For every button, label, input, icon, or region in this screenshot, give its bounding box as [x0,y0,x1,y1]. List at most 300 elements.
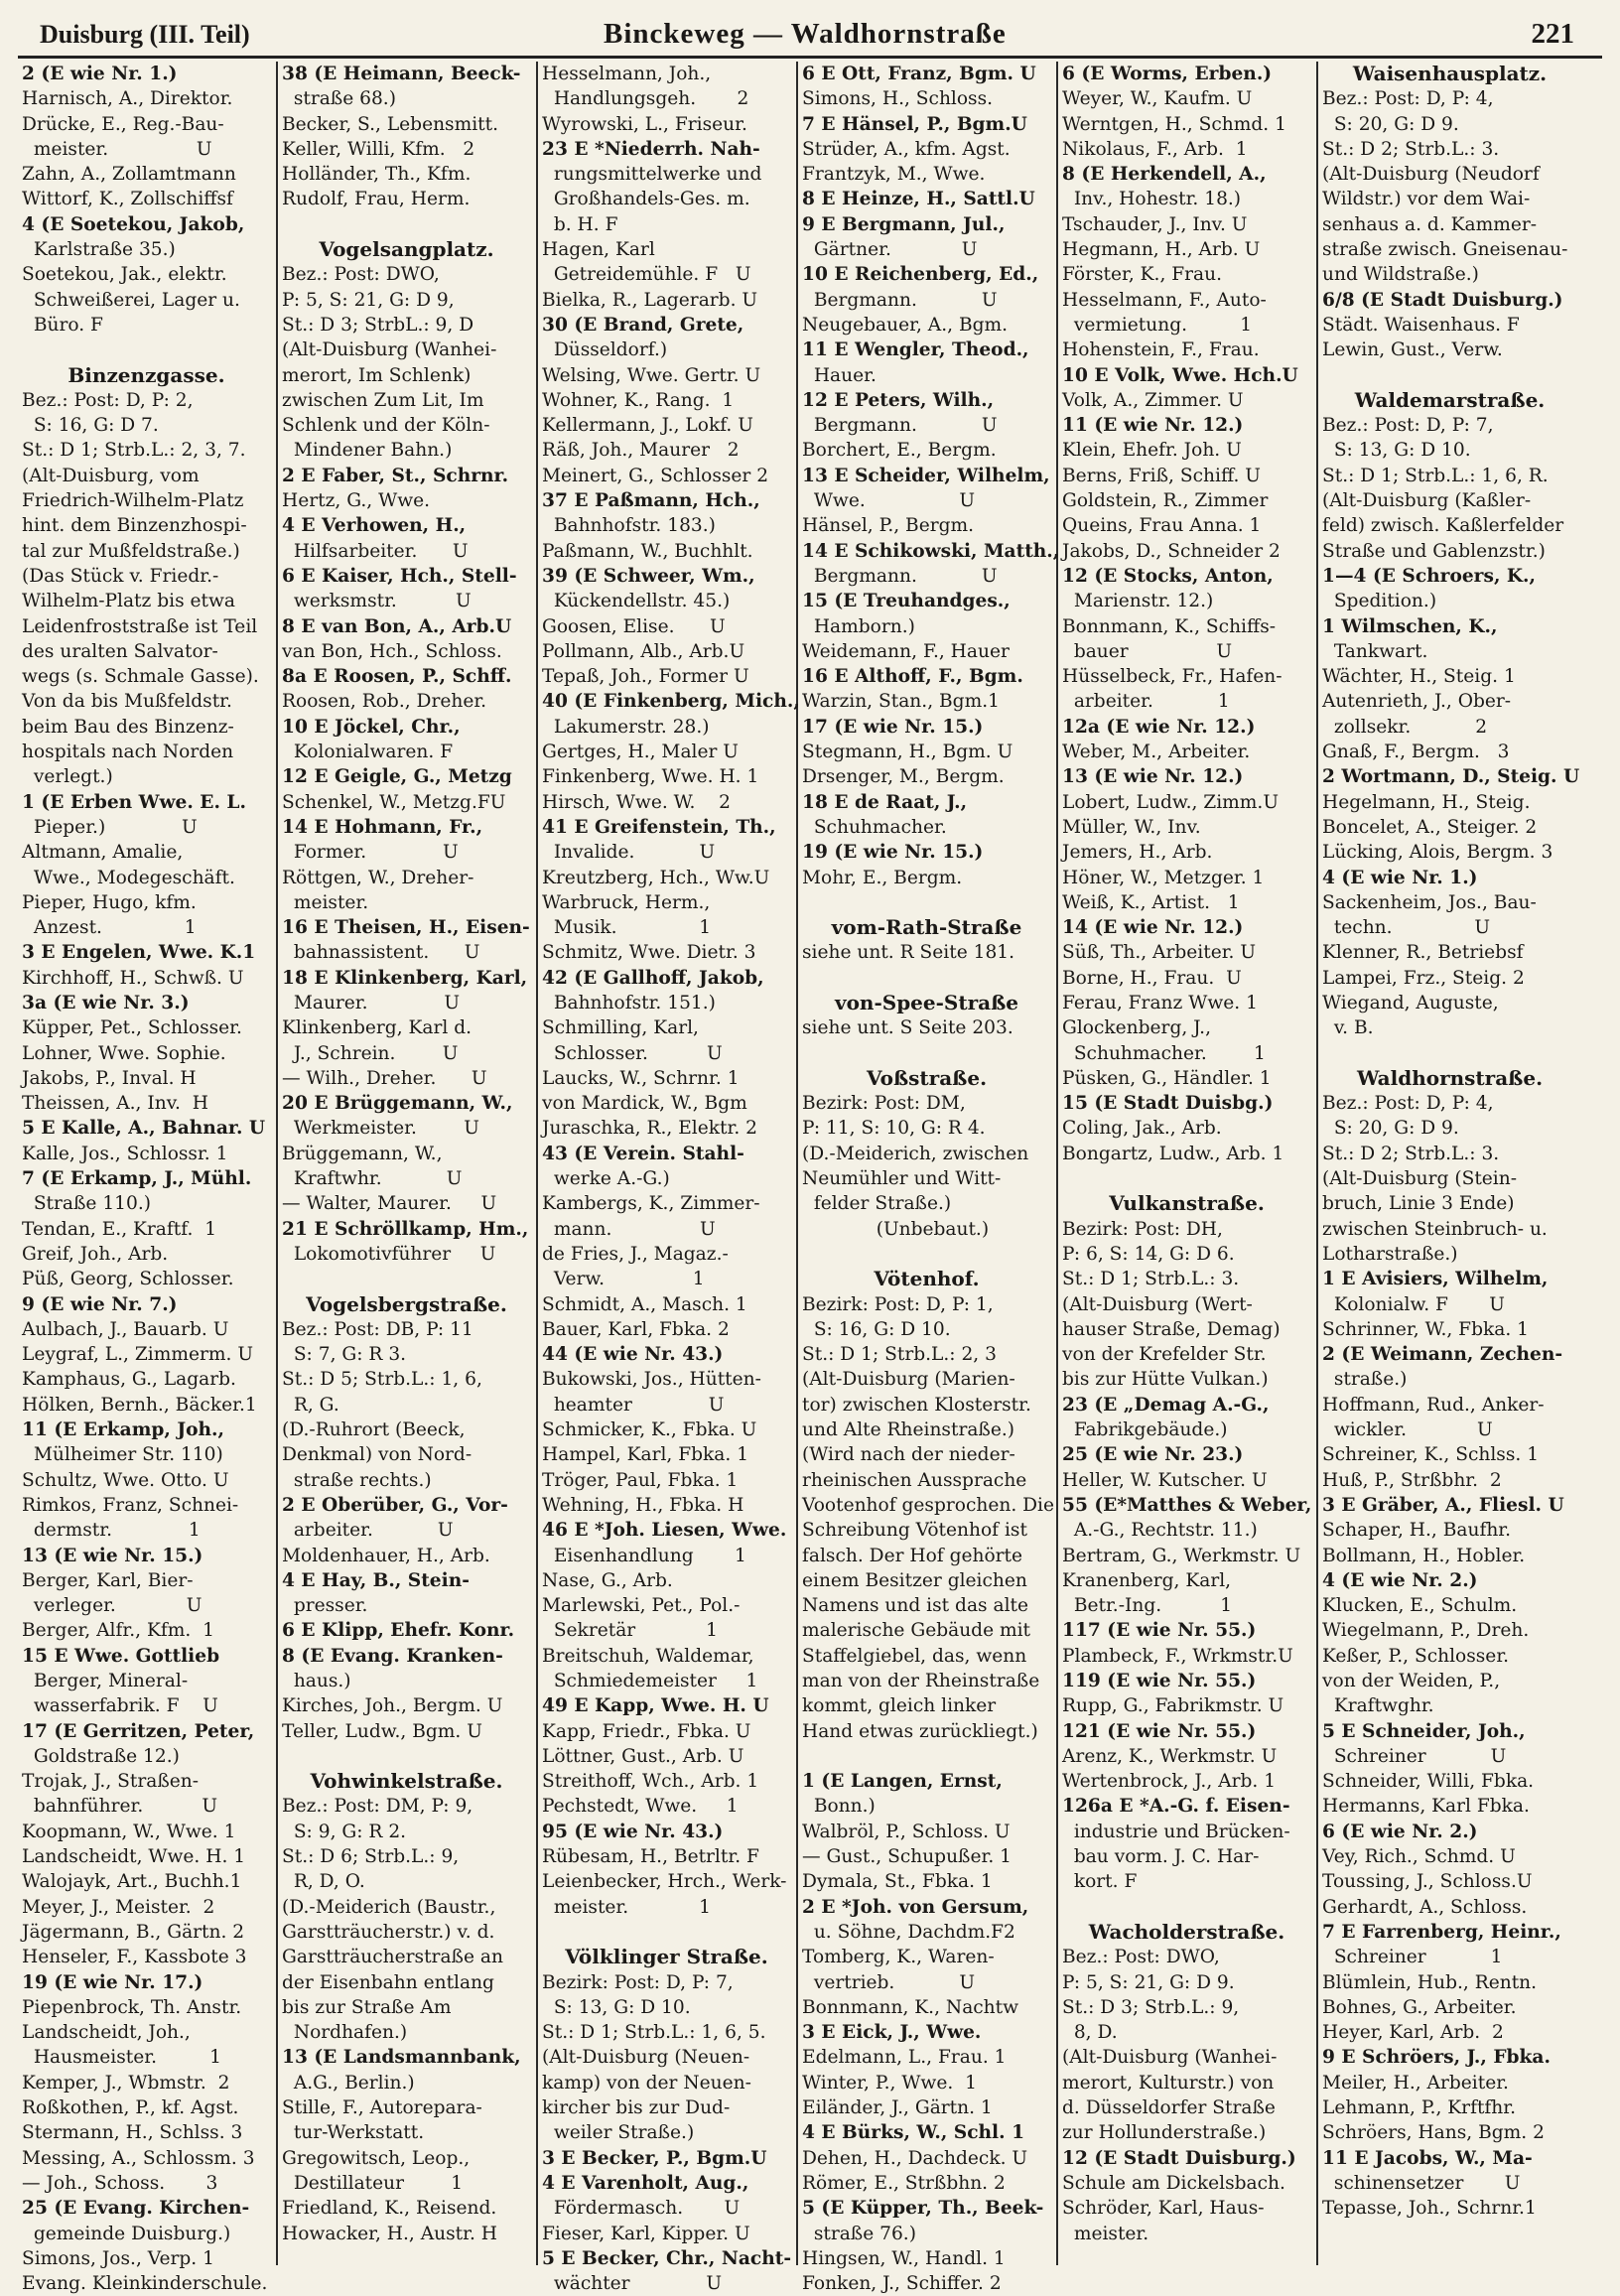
directory-entry: Bahnhofstr. 183.) [542,515,716,537]
directory-entry: Warbruck, Herm., [542,891,711,913]
street-heading: Wacholderstraße. [1088,1919,1285,1944]
directory-entry: meister. 1 [542,1896,711,1918]
directory-entry: S: 16, G: D 10. [802,1318,951,1340]
directory-entry: Straße 110.) [22,1193,151,1215]
directory-entry: der Eisenbahn entlang [282,1971,494,1993]
directory-entry: 121 (E wie Nr. 55.) [1062,1720,1257,1742]
directory-entry: Kraftwghr. [1322,1695,1434,1717]
directory-entry: Jägermann, B., Gärtn. 2 [22,1921,245,1943]
directory-entry: straße.) [1322,1369,1408,1391]
directory-entry: Nase, G., Arb. [542,1569,673,1591]
directory-entry: Küpper, Pet., Schlosser. [22,1017,242,1039]
directory-entry: 21 E Schröllkamp, Hm., [282,1218,529,1240]
spacer [1322,363,1577,388]
directory-entry: Kranenberg, Karl, [1062,1569,1232,1591]
directory-entry: Bez.: Post: D, P: 4, [1322,88,1494,110]
directory-entry: Glockenberg, J., [1062,1017,1212,1039]
directory-entry: St.: D 6; Strb.L.: 9, [282,1846,460,1868]
header-street-range: Binckeweg — Waldhornstraße [604,18,1007,50]
directory-entry: Winter, P., Wwe. 1 [802,2072,977,2093]
spacer [802,1041,1051,1066]
street-heading: von-Spee-Straße [834,990,1019,1014]
directory-entry: Püsken, G., Händler. 1 [1062,1067,1272,1089]
directory-entry: Berns, Friß, Schiff. U [1062,465,1261,486]
directory-entry: 40 (E Finkenberg, Mich., [542,691,800,713]
directory-entry: St.: D 3; StrbL.: 9, D [282,314,474,336]
directory-entry: Hertz, G., Wwe. [282,490,431,512]
directory-entry: Schule am Dickelsbach. [1062,2172,1285,2194]
directory-entry: Wyrowski, L., Friseur. [542,113,747,135]
directory-entry: Teller, Ludw., Bgm. U [282,1720,482,1742]
directory-entry: Lücking, Alois, Bergm. 3 [1322,842,1553,864]
street-heading: vom-Rath-Straße [831,915,1022,940]
directory-entry: Fördermasch. U [542,2198,741,2220]
spacer [1062,1166,1311,1191]
directory-entry: Müller, W., Inv. [1062,816,1201,838]
street-heading: Waldemarstraße. [1354,387,1546,412]
directory-entry: Bez.: Post: DWO, [282,264,440,286]
directory-entry: 43 (E Verein. Stahl- [542,1143,744,1164]
directory-entry: merort, Kulturstr.) von [1062,2072,1275,2093]
directory-entry: Becker, S., Lebensmitt. [282,113,499,135]
directory-entry: 10 E Jöckel, Chr., [282,716,461,738]
directory-entry: Handlungsgeh. 2 [542,88,749,110]
directory-entry: Getreidemühle. F U [542,264,751,286]
directory-entry: Schreibung Vötenhof ist [802,1520,1027,1542]
directory-entry: Plambeck, F., Wrkmstr.U [1062,1645,1293,1667]
directory-entry: 2 E *Joh. von Gersum, [802,1896,1029,1918]
directory-entry: Wertenbrock, J., Arb. 1 [1062,1771,1277,1793]
directory-entry: arbeiter. U [282,1520,454,1542]
directory-entry: Wiegelmann, P., Dreh. [1322,1620,1530,1642]
directory-entry: Löttner, Gust., Arb. U [542,1745,744,1767]
directory-entry: Straße und Gablenzstr.) [1322,540,1546,562]
directory-entry: 4 (E wie Nr. 1.) [1322,867,1478,888]
directory-entry: Kalle, Jos., Schlossr. 1 [22,1143,228,1164]
directory-entry: Pollmann, Alb., Arb.U [542,640,745,662]
directory-entry: 42 (E Gallhoff, Jakob, [542,967,764,989]
directory-entry: Kambergs, K., Zimmer- [542,1193,760,1215]
directory-entry: Streithoff, Wch., Arb. 1 [542,1771,759,1793]
directory-entry: Büro. F [22,314,103,336]
directory-entry: Schweißerei, Lager u. [22,289,240,311]
directory-entry: heamter U [542,1394,725,1416]
directory-entry: 11 E Wengler, Theod., [802,339,1029,361]
directory-entry: 14 (E wie Nr. 12.) [1062,917,1244,939]
directory-entry: 95 (E wie Nr. 43.) [542,1821,724,1842]
directory-entry: Kirches, Joh., Bergm. U [282,1695,503,1717]
directory-entry: und Wildstraße.) [1322,264,1479,286]
directory-entry: wächter U [542,2273,723,2295]
directory-entry: Meinert, G., Schlosser 2 [542,465,769,486]
directory-entry: Lobert, Ludw., Zimm.U [1062,791,1280,813]
directory-entry: Landscheidt, Joh., [22,2022,191,2044]
directory-entry: siehe unt. S Seite 203. [802,1017,1013,1039]
directory-entry: St.: D 2; Strb.L.: 3. [1322,1143,1500,1164]
directory-entry: St.: D 1; Strb.L.: 3. [1062,1269,1240,1290]
directory-entry: 1 (E Langen, Ernst, [802,1771,1003,1793]
directory-entry: (Alt-Duisburg (Neuen- [542,2047,750,2069]
directory-entry: Klein, Ehefr. Joh. U [1062,440,1242,462]
directory-entry: Invalide. U [542,842,716,864]
directory-entry: Finkenberg, Wwe. H. 1 [542,766,759,788]
directory-entry: 7 (E Erkamp, J., Mühl. [22,1168,252,1190]
directory-entry: Fabrikgebäude.) [1062,1419,1228,1441]
directory-entry: Römer, E., Strßbhn. 2 [802,2172,1006,2194]
street-heading: Binzenzgasse. [68,362,225,387]
directory-entry: 16 E Theisen, H., Eisen- [282,917,530,939]
directory-entry: 8 (E Evang. Kranken- [282,1645,503,1667]
directory-entry: Bongartz, Ludw., Arb. 1 [1062,1143,1284,1164]
directory-entry: zwischen Zum Lit, Im [282,389,484,411]
directory-entry: 6 (E wie Nr. 2.) [1322,1821,1478,1842]
directory-column-3 [538,62,800,2295]
directory-entry: Bukowski, Jos., Hütten- [542,1369,761,1391]
directory-entry: Schmitz, Wwe. Dietr. 3 [542,942,756,964]
directory-entry: Musik. 1 [542,917,712,939]
directory-entry: R, D, O. [282,1871,365,1893]
directory-entry: 10 E Volk, Wwe. Hch.U [1062,364,1298,386]
street-heading: Waldhornstraße. [1356,1065,1544,1090]
directory-entry: kircher bis zur Dud- [542,2097,731,2119]
directory-entry: Mülheimer Str. 110) [22,1444,223,1466]
directory-entry: 9 (E wie Nr. 7.) [22,1293,178,1315]
directory-entry: Schuhmacher. [802,816,947,838]
directory-entry: Jemers, H., Arb. [1062,842,1213,864]
directory-entry: S: 13, G: D 10. [542,1996,691,2018]
directory-entry: 126a E *A.-G. f. Eisen- [1062,1796,1290,1818]
directory-entry: Kolonialwaren. F [282,742,454,763]
directory-entry: Bezirk: Post: DH, [1062,1218,1223,1240]
directory-entry: Hüsselbeck, Fr., Hafen- [1062,666,1282,688]
directory-entry: 6 E Klipp, Ehefr. Konr. [282,1620,515,1642]
directory-entry: Brüggemann, W., [282,1143,443,1164]
directory-entry: Sackenheim, Jos., Bau- [1322,891,1537,913]
directory-entry: Aulbach, J., Bauarb. U [22,1318,229,1340]
directory-entry: Betr.-Ing. 1 [1062,1595,1233,1617]
directory-entry: Holländer, Th., Kfm. [282,164,472,186]
directory-entry: zur Hollunderstraße.) [1062,2122,1267,2144]
directory-entry: Wehning, H., Fbka. H [542,1494,744,1516]
directory-entry: (Alt-Duisburg (Stein- [1322,1168,1518,1190]
directory-entry: Großhandels-Ges. m. [542,189,750,210]
directory-entry: Wildstr.) vor dem Wai- [1322,189,1531,210]
directory-entry: Hermanns, Karl Fbka. [1322,1796,1530,1818]
directory-entry: Friedrich-Wilhelm-Platz [22,490,244,512]
directory-entry: von der Krefelder Str. [1062,1344,1267,1366]
spacer [802,1744,1051,1769]
directory-entry: Kückendellstr. 45.) [542,591,731,612]
directory-entry: Hölken, Bernh., Bäcker.1 [22,1394,257,1416]
directory-entry: 11 (E Erkamp, Joh., [22,1419,224,1441]
directory-entry: bruch, Linie 3 Ende) [1322,1193,1515,1215]
directory-entry: Kraftwhr. U [282,1168,463,1190]
directory-entry: 13 (E wie Nr. 15.) [22,1545,203,1566]
directory-entry: Hausmeister. 1 [22,2047,222,2069]
directory-entry: Rübesam, H., Betrltr. F [542,1846,759,1868]
directory-entry: 12 E Geigle, G., Metzg [282,766,512,788]
directory-entry: Stegmann, H., Bgm. U [802,742,1013,763]
directory-column-6 [1318,62,1582,2265]
directory-entry: Borchert, E., Bergm. [802,440,997,462]
directory-entry: Bonnmann, K., Schiffs- [1062,615,1277,637]
directory-entry: Süß, Th., Arbeiter. U [1062,942,1257,964]
directory-entry: Kellermann, J., Lokf. U [542,415,753,437]
directory-entry: S: 7, G: R 3. [282,1344,407,1366]
directory-entry: (Alt-Duisburg (Wert- [1062,1293,1253,1315]
directory-entry: man von der Rheinstraße [802,1671,1040,1691]
directory-entry: Goosen, Elise. U [542,615,726,637]
directory-entry: Vootenhof gesprochen. Die [802,1494,1055,1516]
directory-entry: Nikolaus, F., Arb. 1 [1062,138,1248,160]
directory-entry: Hegmann, H., Arb. U [1062,239,1261,261]
directory-entry: 4 E Hay, B., Stein- [282,1569,470,1591]
directory-entry: dermstr. 1 [22,1520,201,1542]
directory-entry: S: 16, G: D 7. [22,415,159,437]
directory-entry: 41 E Greifenstein, Th., [542,816,776,838]
directory-entry: Hirsch, Wwe. W. 2 [542,791,731,813]
directory-entry: Edelmann, L., Frau. 1 [802,2047,1007,2069]
directory-entry: St.: D 3; Strb.L.: 9, [1062,1996,1240,2018]
directory-entry: straße 68.) [282,88,396,110]
directory-entry: rungsmittelwerke und [542,164,762,186]
directory-entry: (D.-Ruhrort (Beeck, [282,1419,466,1441]
directory-entry: 3a (E wie Nr. 3.) [22,992,190,1013]
directory-entry: 5 (E Küpper, Th., Beek- [802,2198,1044,2220]
directory-entry: meister. U [22,138,212,160]
directory-entry: 17 (E Gerritzen, Peter, [22,1720,255,1742]
directory-entry: Hesselmann, F., Auto- [1062,289,1267,311]
directory-entry: bahnführer. U [22,1796,218,1818]
directory-entry: Drücke, E., Reg.-Bau- [22,113,224,135]
directory-entry: (D.-Meiderich, zwischen [802,1143,1029,1164]
directory-entry: 12a (E wie Nr. 12.) [1062,716,1256,738]
directory-entry: 3 E Eick, J., Wwe. [802,2022,982,2044]
directory-entry: senhaus a. d. Kammer- [1322,213,1538,235]
directory-entry: malerische Gebäude mit [802,1620,1031,1642]
directory-entry: 1 (E Erben Wwe. E. L. [22,791,246,813]
directory-entry: Kolonialw. F U [1322,1293,1505,1315]
directory-entry: Rudolf, Frau, Herm. [282,189,471,210]
spacer [802,1242,1051,1267]
directory-entry: 11 (E wie Nr. 12.) [1062,415,1244,437]
directory-entry: 5 E Schneider, Joh., [1322,1720,1526,1742]
directory-entry: Klucken, E., Schulm. [1322,1595,1518,1617]
directory-entry: Höner, W., Metzger. 1 [1062,867,1265,888]
spacer [802,966,1051,991]
directory-column-1 [18,62,278,2295]
directory-entry: Hänsel, P., Bergm. [802,515,975,537]
spacer [282,1267,531,1291]
directory-entry: Bielka, R., Lagerarb. U [542,289,758,311]
directory-entry: zwischen Steinbruch- u. [1322,1218,1548,1240]
directory-entry: Werntgen, H., Schmd. 1 [1062,113,1286,135]
directory-entry: Queins, Frau Anna. 1 [1062,515,1262,537]
directory-entry: 18 E de Raat, J., [802,791,968,813]
directory-entry: Schneider, Willi, Fbka. [1322,1771,1535,1793]
spacer [1062,1895,1311,1920]
directory-entry: Pechstedt, Wwe. 1 [542,1796,739,1818]
directory-entry: Weiß, K., Artist. 1 [1062,891,1240,913]
directory-entry: Autenrieth, J., Ober- [1322,691,1512,713]
directory-entry: meister. [282,891,369,913]
directory-entry: Zahn, A., Zollamtmann [22,164,236,186]
directory-entry: siehe unt. R Seite 181. [802,942,1015,964]
directory-entry: weiler Straße.) [542,2122,695,2144]
directory-entry: bis zur Straße Am [282,1996,452,2018]
directory-entry: Bergmann. U [802,289,998,311]
directory-entry: 8 E van Bon, A., Arb.U [282,615,512,637]
directory-entry: Blümlein, Hub., Rentn. [1322,1971,1538,1993]
directory-entry: Marlewski, Pet., Pol.- [542,1595,741,1617]
directory-entry: Schultz, Wwe. Otto. U [22,1469,229,1491]
directory-entry: Strüder, A., kfm. Agst. [802,138,1011,160]
directory-entry: bau vorm. J. C. Har- [1062,1846,1260,1868]
page-number: 221 [1531,18,1574,50]
directory-entry: Bonnmann, K., Nachtw [802,1996,1019,2018]
directory-entry: Tschauder, J., Inv. U [1062,213,1248,235]
spacer [282,212,531,237]
directory-entry: 12 (E Stadt Duisburg.) [1062,2147,1296,2169]
directory-entry: Inv., Hohestr. 18.) [1062,189,1242,210]
directory-column-5 [1058,62,1318,2265]
directory-entry: 2 (E Weimann, Zechen- [1322,1344,1563,1366]
directory-entry: Nordhafen.) [282,2022,408,2044]
directory-entry: Werkmeister. U [282,1118,479,1140]
directory-entry: Bauer, Karl, Fbka. 2 [542,1318,730,1340]
directory-column-4 [798,62,1060,2295]
directory-entry: Wiegand, Auguste, [1322,992,1499,1013]
directory-entry: Städt. Waisenhaus. F [1322,314,1520,336]
directory-entry: Neumühler und Witt- [802,1168,1002,1190]
directory-entry: P: 11, S: 10, G: R 4. [802,1118,986,1140]
directory-entry: Bez.: Post: D, P: 4, [1322,1093,1494,1115]
directory-entry: 14 E Hohmann, Fr., [282,816,483,838]
directory-entry: 7 E Farrenberg, Heinr., [1322,1921,1561,1943]
directory-entry: Gertges, H., Maler U [542,742,739,763]
directory-entry: St.: D 5; Strb.L.: 1, 6, [282,1369,482,1391]
directory-entry: Kapp, Friedr., Fbka. U [542,1720,751,1742]
directory-entry: Toussing, J., Schloss.U [1322,1871,1533,1893]
directory-entry: Bez.: Post: DB, P: 11 [282,1318,473,1340]
directory-entry: 14 E Schikowski, Matth., [802,540,1060,562]
directory-entry: Bez.: Post: DWO, [1062,1947,1220,1968]
directory-entry: Altmann, Amalie, [22,842,184,864]
directory-entry: Berger, Alfr., Kfm. 1 [22,1620,214,1642]
directory-entry: Namens und ist das alte [802,1595,1029,1617]
directory-entry: Jakobs, P., Inval. H [22,1067,197,1089]
directory-entry: (Alt-Duisburg (Wanhei- [282,339,497,361]
directory-entry: Anzest. 1 [22,917,197,939]
directory-entry: 6 E Kaiser, Hch., Stell- [282,565,517,587]
directory-entry: Roosen, Rob., Dreher. [282,691,487,713]
directory-entry: 12 E Peters, Wilh., [802,389,995,411]
directory-entry: arbeiter. 1 [1062,691,1230,713]
directory-entry: Welsing, Wwe. Gertr. U [542,364,761,386]
directory-entry: Piepenbrock, Th. Anstr. [22,1996,242,2018]
directory-entry: hint. dem Binzenzhospi- [22,515,247,537]
directory-entry: Volk, A., Zimmer. U [1062,389,1244,411]
directory-entry: Bonn.) [802,1796,876,1818]
directory-entry: Schaper, H., Baufhr. [1322,1520,1512,1542]
street-heading: Völklinger Straße. [565,1945,768,1969]
directory-entry: industrie und Brücken- [1062,1821,1290,1842]
directory-entry: falsch. Der Hof gehörte [802,1545,1023,1566]
street-heading: Waisenhausplatz. [1352,62,1548,85]
directory-entry: Hoffmann, Rud., Anker- [1322,1394,1545,1416]
directory-entry: Dymala, St., Fbka. 1 [802,1871,993,1893]
directory-entry: 6/8 (E Stadt Duisburg.) [1322,289,1563,311]
directory-entry: hospitals nach Norden [22,742,234,763]
directory-entry: Bohnes, G., Arbeiter. [1322,1996,1517,2018]
directory-entry: Kirchhoff, H., Schwß. U [22,967,244,989]
directory-entry: A.-G., Rechtstr. 11.) [1062,1520,1258,1542]
directory-entry: 7 E Hänsel, P., Bgm.U [802,113,1027,135]
directory-entry: Schreiner U [1322,1745,1507,1767]
directory-entry: mann. U [542,1218,716,1240]
directory-entry: St.: D 1; Strb.L.: 1, 6, 5. [542,2022,766,2044]
directory-entry: b. H. F [542,213,618,235]
directory-entry: 2 (E wie Nr. 1.) [22,64,178,84]
directory-entry: 9 E Bergmann, Jul., [802,213,1006,235]
directory-entry: v. B. [1322,1017,1374,1039]
directory-entry: d. Düsseldorfer Straße [1062,2097,1276,2119]
directory-entry: Paßmann, W., Buchhlt. [542,540,753,562]
directory-entry: Dehen, H., Dachdeck. U [802,2147,1028,2169]
directory-entry: Simons, Jos., Verp. 1 [22,2247,214,2269]
directory-entry: 13 E Scheider, Wilhelm, [802,465,1050,486]
directory-entry: Schmilling, Karl, [542,1017,699,1039]
directory-entry: (Alt-Duisburg (Marien- [802,1369,1015,1391]
directory-entry: wasserfabrik. F U [22,1695,218,1717]
directory-entry: Vey, Rich., Schmd. U [1322,1846,1516,1868]
directory-entry: St.: D 1; Strb.L.: 2, 3 [802,1344,997,1366]
directory-entry: Weidemann, F., Hauer [802,640,1010,662]
directory-entry: 9 E Schröers, J., Fbka. [1322,2047,1551,2069]
directory-entry: A.G., Berlin.) [282,2072,415,2093]
directory-entry: Heller, W. Kutscher. U [1062,1469,1268,1491]
directory-entry: Schmiedemeister 1 [542,1671,758,1691]
directory-entry: Frantzyk, M., Wwe. [802,164,986,186]
directory-entry: Koopmann, W., Wwe. 1 [22,1821,236,1842]
directory-entry: vertrieb. U [802,1971,976,1993]
directory-entry: Schlosser. U [542,1042,723,1064]
directory-entry: Verw. 1 [542,1269,705,1290]
directory-entry: (Wird nach der nieder- [802,1444,1015,1466]
directory-entry: kommt, gleich linker [802,1695,997,1717]
directory-entry: Gnaß, F., Bergm. 3 [1322,742,1510,763]
directory-entry: Keßer, P., Schlosser. [1322,1645,1510,1667]
directory-entry: (Alt-Duisburg (Wanhei- [1062,2047,1278,2069]
directory-entry: 2 Wortmann, D., Steig. U [1322,766,1580,788]
spacer [282,1744,531,1769]
directory-entry: felder Straße.) [802,1193,952,1215]
directory-entry: Marienstr. 12.) [1062,591,1214,612]
directory-entry: 8 E Heinze, H., Sattl.U [802,189,1035,210]
directory-entry: (Alt-Duisburg, vom [22,465,200,486]
directory-entry: straße 76.) [802,2223,916,2244]
directory-entry: Huß, P., Strßbhr. 2 [1322,1469,1502,1491]
directory-entry: S: 20, G: D 9. [1322,113,1459,135]
directory-entry: 55 (E*Matthes & Weber, [1062,1494,1312,1516]
directory-entry: zollsekr. 2 [1322,716,1488,738]
directory-entry: 15 (E Stadt Duisbg.) [1062,1093,1274,1115]
directory-entry: 4 E Varenholt, Aug., [542,2172,749,2194]
spacer [1322,1041,1577,1066]
street-heading: Vogelsangplatz. [319,237,494,262]
directory-entry: 49 E Kapp, Wwe. H. U [542,1695,769,1717]
directory-entry: 1 Wilmschen, K., [1322,615,1498,637]
